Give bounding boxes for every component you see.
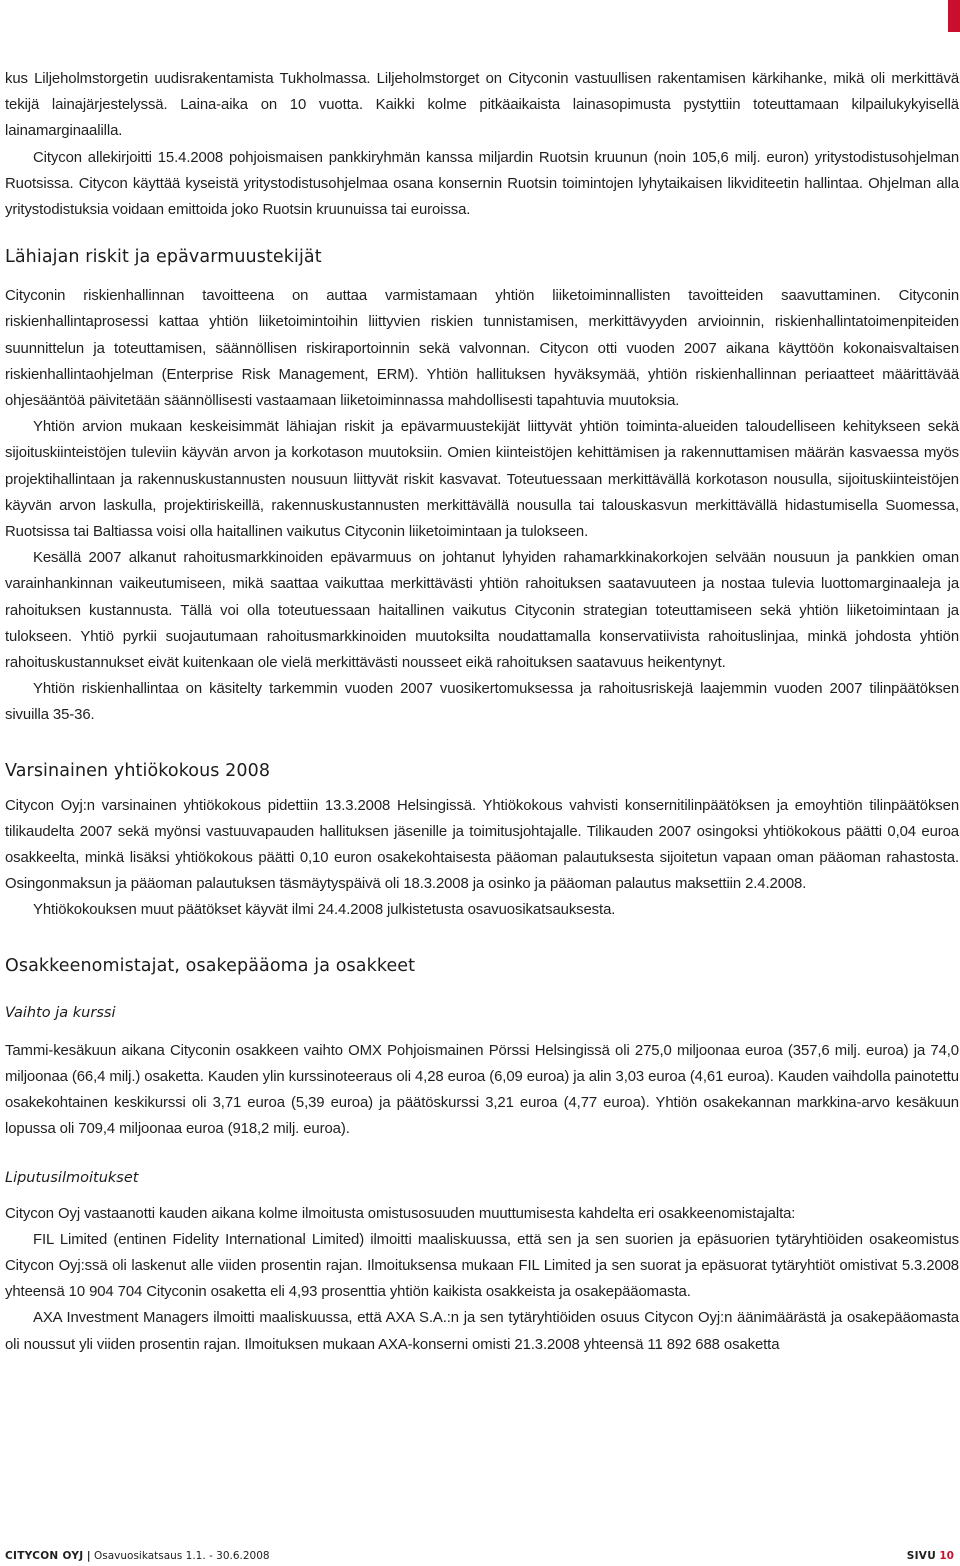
footer-page-label: SIVU: [906, 1550, 937, 1562]
paragraph-share-trading: Tammi-kesäkuun aikana Cityconin osakkeen vaihto OMX Pohjoismainen Pörssi Helsingissä oli 275,0 miljoonaa euroa (357,6 milj. euroa) ja 74,0 miljoonaa (66,4 milj.) osaketta. Kauden ylin kurssinoteeraus oli 4,28 euroa (6,09 euroa) ja alin 3,03 euroa (4,61 euroa). Kauden vaihdolla painotettu osakekohtainen keskikurssi oli 3,71 euroa (5,39 euroa) ja päätöskurssi 3,21 euroa (4,77 euroa). Yhtiön osakekannan markkina-arvo kesäkuun lopussa oli 709,4 miljoonaa euroa (918,2 milj. euroa).: [5, 1042, 959, 1138]
footer-page-number: 10: [939, 1550, 954, 1562]
paragraph-risk-management: Cityconin riskienhallinnan tavoitteena on auttaa varmistamaan yhtiön liiketoiminnallisten tavoitteiden saavuttaminen. Cityconin riskienhallintaprosessi kattaa yhtiön liiketoimintoihin liittyvien riskien tunnistamisen, merkittävyyden arvioinnin, riskienhallintatoimenpiteiden suunnittelun ja toteuttamisen, säännöllisen riskiraportoinnin sekä valvonnan. Citycon otti vuoden 2007 aikana käyttöön kokonaisvaltaisen riskienhallintaohjelman (Enterprise Risk Management, ERM). Yhtiön hallituksen hyväksymää, yhtiön riskienhallinnan periaatteet määrittävää ohjesääntöä päivitetään säännöllisesti vastaamaan liiketoiminnassa mahdollisesti tapahtuvia muutoksia.: [5, 288, 959, 410]
paragraph-key-risks: Yhtiön arvion mukaan keskeisimmät lähiajan riskit ja epävarmuustekijät liittyvät yhtiön toiminta-alueiden taloudelliseen kehitykseen sekä sijoituskiinteistöjen tuleviin käyvän arvon ja korkotason muutoksiin. Omien kiinteistöjen kehittämisen ja rakennuttamisen määrän kasvaessa myös projektihallintaan ja rakennuskustannusten nousuun liittyvät riskit kasvavat. Toteutuessaan merkittävällä korkotason nousulla, sijoituskiinteistöjen käyvän arvon laskulla, projektiriskeillä, rakennuskustannusten merkittävällä nousulla tai talouskasvun merkittävällä hidastumisella Suomessa, Ruotsissa tai Baltiassa voisi olla haitallinen vaikutus Cityconin liiketoimintaan ja tulokseen.: [5, 419, 959, 541]
document-body: [5, 66, 959, 1358]
paragraph-loan-arrangements: kus Liljeholmstorgetin uudisrakentamista Tukholmassa. Liljeholmstorget on Cityconin vastuullisen rakentamisen kärkihanke, mikä oli merkittävä tekijä lainajärjestelyssä. Laina-aika on 10 vuotta. Kaikki kolme pitkäaikaista lainasopimusta pystyttiin toteuttamaan kilpailukykyisellä lainamarginaalilla.: [5, 71, 959, 140]
footer-brand: CITYCON OYJ: [5, 1550, 84, 1562]
footer-separator: |: [86, 1550, 91, 1562]
paragraph-commercial-paper: Citycon allekirjoitti 15.4.2008 pohjoismaisen pankkiryhmän kanssa miljardin Ruotsin kruunun (noin 105,6 milj. euron) yritystodistusohjelman Ruotsissa. Citycon käyttää kyseistä yritystodistusohjelmaa osana konsernin Ruotsin toimintojen lyhytaikaisen likviditeetin hallintaa. Ohjelman alla yritystodistuksia voidaan emittoida joko Ruotsin kruunuissa tai euroissa.: [5, 149, 959, 219]
paragraph-fil-limited: FIL Limited (entinen Fidelity International Limited) ilmoitti maaliskuussa, että sen ja sen suorien ja epäsuorien tytäryhtiöiden osakeomistus Citycon Oyj:ssä oli laskenut alle viiden prosentin rajan. Ilmoituksensa mukaan FIL Limited ja sen suorat ja epäsuorat tytäryhtiöt omistivat 5.3.2008 yhteensä 10 904 704 Cityconin osaketta eli 4,93 prosenttia yhtiön kaikista osakkeista ja osakepääomasta.: [5, 1231, 959, 1301]
footer-report-title: Osavuosikatsaus 1.1. - 30.6.2008: [93, 1550, 270, 1562]
paragraph-financial-markets: Kesällä 2007 alkanut rahoitusmarkkinoiden epävarmuus on johtanut lyhyiden rahamarkkinakorkojen selvään nousuun ja pankkien oman varainhankinnan vaikeutumiseen, mikä saattaa vaikuttaa merkittävästi yhtiön rahoituksen saatavuuteen ja nostaa tulevia luottomarginaaleja ja rahoituksen kustannusta. Tällä voi olla toteutuessaan haitallinen vaikutus Cityconin strategian toteuttamiseen sekä yhtiön liiketoimintaan ja tulokseen. Yhtiö pyrkii suojautumaan rahoitusmarkkinoiden muutoksilta noudattamalla konservatiivista rahoituslinjaa, minkä johdosta yhtiön rahoituskustannukset eivät kuitenkaan ole vielä merkittävästi nousseet eikä rahoituksen saatavuus heikentynyt.: [5, 550, 959, 672]
heading-shareholders-shares: Osakkeenomistajat, osakepääoma ja osakkeet: [5, 955, 416, 976]
footer-page-info: [907, 1549, 954, 1563]
paragraph-risk-reference: Yhtiön riskienhallintaa on käsitelty tarkemmin vuoden 2007 vuosikertomuksessa ja rahoitusriskejä laajemmin vuoden 2007 tilinpäätöksen sivuilla 35-36.: [5, 681, 959, 724]
subheading-flagging-notifications: Liputusilmoitukset: [5, 1169, 139, 1186]
subheading-trading-and-price: Vaihto ja kurssi: [5, 1004, 116, 1021]
paragraph-flagging-intro: Citycon Oyj vastaanotti kauden aikana kolme ilmoitusta omistusosuuden muuttumisesta kahdelta eri osakkeenomistajalta:: [5, 1205, 796, 1222]
paragraph-axa: AXA Investment Managers ilmoitti maaliskuussa, että AXA S.A.:n ja sen tytäryhtiöiden osuus Citycon Oyj:n äänimäärästä ja osakepääomasta oli noussut yli viiden prosentin rajan. Ilmoituksen mukaan AXA-konserni omisti 21.3.2008 yhteensä 11 892 688 osaketta: [5, 1310, 959, 1353]
paragraph-agm-decisions: Citycon Oyj:n varsinainen yhtiökokous pidettiin 13.3.2008 Helsingissä. Yhtiökokous vahvisti konsernitilinpäätöksen ja emoyhtiön tilinpäätöksen tilikaudelta 2007 sekä myönsi vastuuvapauden hallituksen jäsenille ja toimitusjohtajalle. Tilikauden 2007 osingoksi yhtiökokous päätti 0,04 euroa osakkeelta, minkä lisäksi yhtiökokous päätti 0,10 euron osakekohtaisesta pääoman palautuksesta sijoitetun vapaan oman pääoman rahastosta. Osingonmaksun ja pääoman palautuksen täsmäytyspäivä oli 18.3.2008 ja osinko ja pääoman palautus maksettiin 2.4.2008.: [5, 797, 959, 893]
paragraph-agm-other-decisions: Yhtiökokouksen muut päätökset käyvät ilmi 24.4.2008 julkistetusta osavuosikatsauksesta.: [33, 902, 616, 919]
heading-near-term-risks: Lähiajan riskit ja epävarmuustekijät: [5, 247, 322, 268]
footer-report-info: [5, 1549, 270, 1563]
corner-accent-bar: [948, 0, 960, 32]
heading-annual-general-meeting: Varsinainen yhtiökokous 2008: [5, 760, 271, 781]
